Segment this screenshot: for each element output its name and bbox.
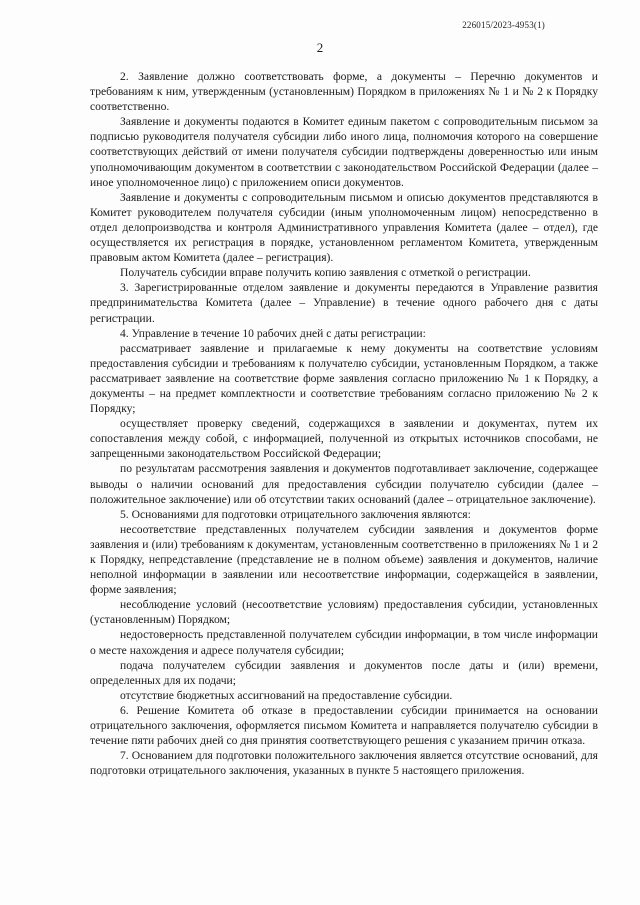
paragraph-item-5: 5. Основаниями для подготовки отрицательного заключения являются: bbox=[120, 507, 471, 521]
paragraph-reason-late-submission: подача получателем субсидии заявления и документов после даты и (или) времени, определенных для их подачи; bbox=[90, 658, 598, 687]
paragraph-item-6: 6. Решение Комитета об отказе в предоставлении субсидии принимается на основании отрицательного заключения, оформляется письмом Комитета и направляется получателю субсидии в течение пяти рабочих дней со дня принятия соответствующего решения с указанием причин отказа. bbox=[90, 703, 598, 748]
paragraph-reason-no-budget: отсутствие бюджетных ассигнований на предоставление субсидии. bbox=[120, 688, 453, 702]
paragraph-copy-right: Получатель субсидии вправе получить копию заявления с отметкой о регистрации. bbox=[120, 266, 531, 280]
paragraph-delivery: Заявление и документы с сопроводительным письмом и описью документов представляются в Комитет руководителем получателя субсидии (иным уполномоченным лицом) непосредственно в отдел делопроизводства и контроля Административного управления Комитета (далее – отдел), где осуществляется их регистрация в порядке, установленном регламентом Комитета, утвержденным правовым актом Комитета (далее – регистрация). bbox=[90, 190, 598, 265]
paragraph-item-7: 7. Основанием для подготовки положительного заключения является отсутствие оснований, для подготовки отрицательного заключения, указанных в пункте 5 настоящего приложения. bbox=[90, 749, 598, 778]
paragraph-submission: Заявление и документы подаются в Комитет единым пакетом с сопроводительным письмом за подписью руководителя получателя субсидии либо иного лица, полномочия которого на совершение соответствующих действий от имени получателя субсидии подтверждены доверенностью или иным уполномочивающим документом в соответствии с законодательством Российской Федерации (далее – иное уполномоченное лицо) с приложением описи документов. bbox=[90, 115, 598, 189]
page-number: 2 bbox=[316, 40, 324, 55]
paragraph-review: рассматривает заявление и прилагаемые к нему документы на соответствие условиям предоставления субсидии и требованиям к получателю субсидии, установленным Порядком, а также рассматривает заявление на соответствие форме заявления согласно приложению № 1 к Порядку, а документы – на предмет комплектности и соответствие требованиям согласно приложению № 2 к Порядку; bbox=[90, 341, 598, 416]
paragraph-item-3: 3. Зарегистрированные отделом заявление и документы передаются в Управление развития предпринимательства Комитета (далее – Управление) в течение одного рабочего дня с даты регистрации. bbox=[90, 281, 598, 325]
paragraph-reason-unreliability: недостоверность представленной получателем субсидии информации, в том числе информации о месте нахождения и адресе получателя субсидии; bbox=[90, 628, 598, 657]
paragraph-item-4: 4. Управление в течение 10 рабочих дней с даты регистрации: bbox=[120, 326, 426, 340]
paragraph-reason-conditions: несоблюдение условий (несоответствие условиям) предоставления субсидии, установленных (установленным) Порядком; bbox=[90, 598, 598, 627]
paragraph-item-2: 2. Заявление должно соответствовать форме, а документы – Перечню документов и требованиям к ним, утвержденным (установленным) Порядком в приложениях № 1 и № 2 к Порядку соответственно. bbox=[90, 70, 598, 114]
paragraph-verification: осуществляет проверку сведений, содержащихся в заявлении и документах, путем их сопоставления между собой, с информацией, полученной из открытых источников способами, не запрещенными законодательством Российской Федерации; bbox=[90, 417, 598, 461]
document-body bbox=[90, 69, 598, 778]
paragraph-reason-nonconformity: несоответствие представленных получателем субсидии заявления и документов форме заявления и (или) требованиям к документам, установленным соответственно в приложениях № 1 и 2 к Порядку, непредставление (представление не в полном объеме) заявления и документов, наличие неполной информации в заявлении или несоответствие информации, содержащейся в заявлении, форме заявления; bbox=[90, 522, 598, 597]
document-registration-number: 226015/2023-4953(1) bbox=[462, 20, 545, 30]
paragraph-conclusion: по результатам рассмотрения заявления и документов подготавливает заключение, содержащее выводы о наличии оснований для предоставления субсидии получателю субсидии (далее – положительное заключение) или об отсутствии таких оснований (далее – отрицательное заключение). bbox=[90, 462, 598, 506]
